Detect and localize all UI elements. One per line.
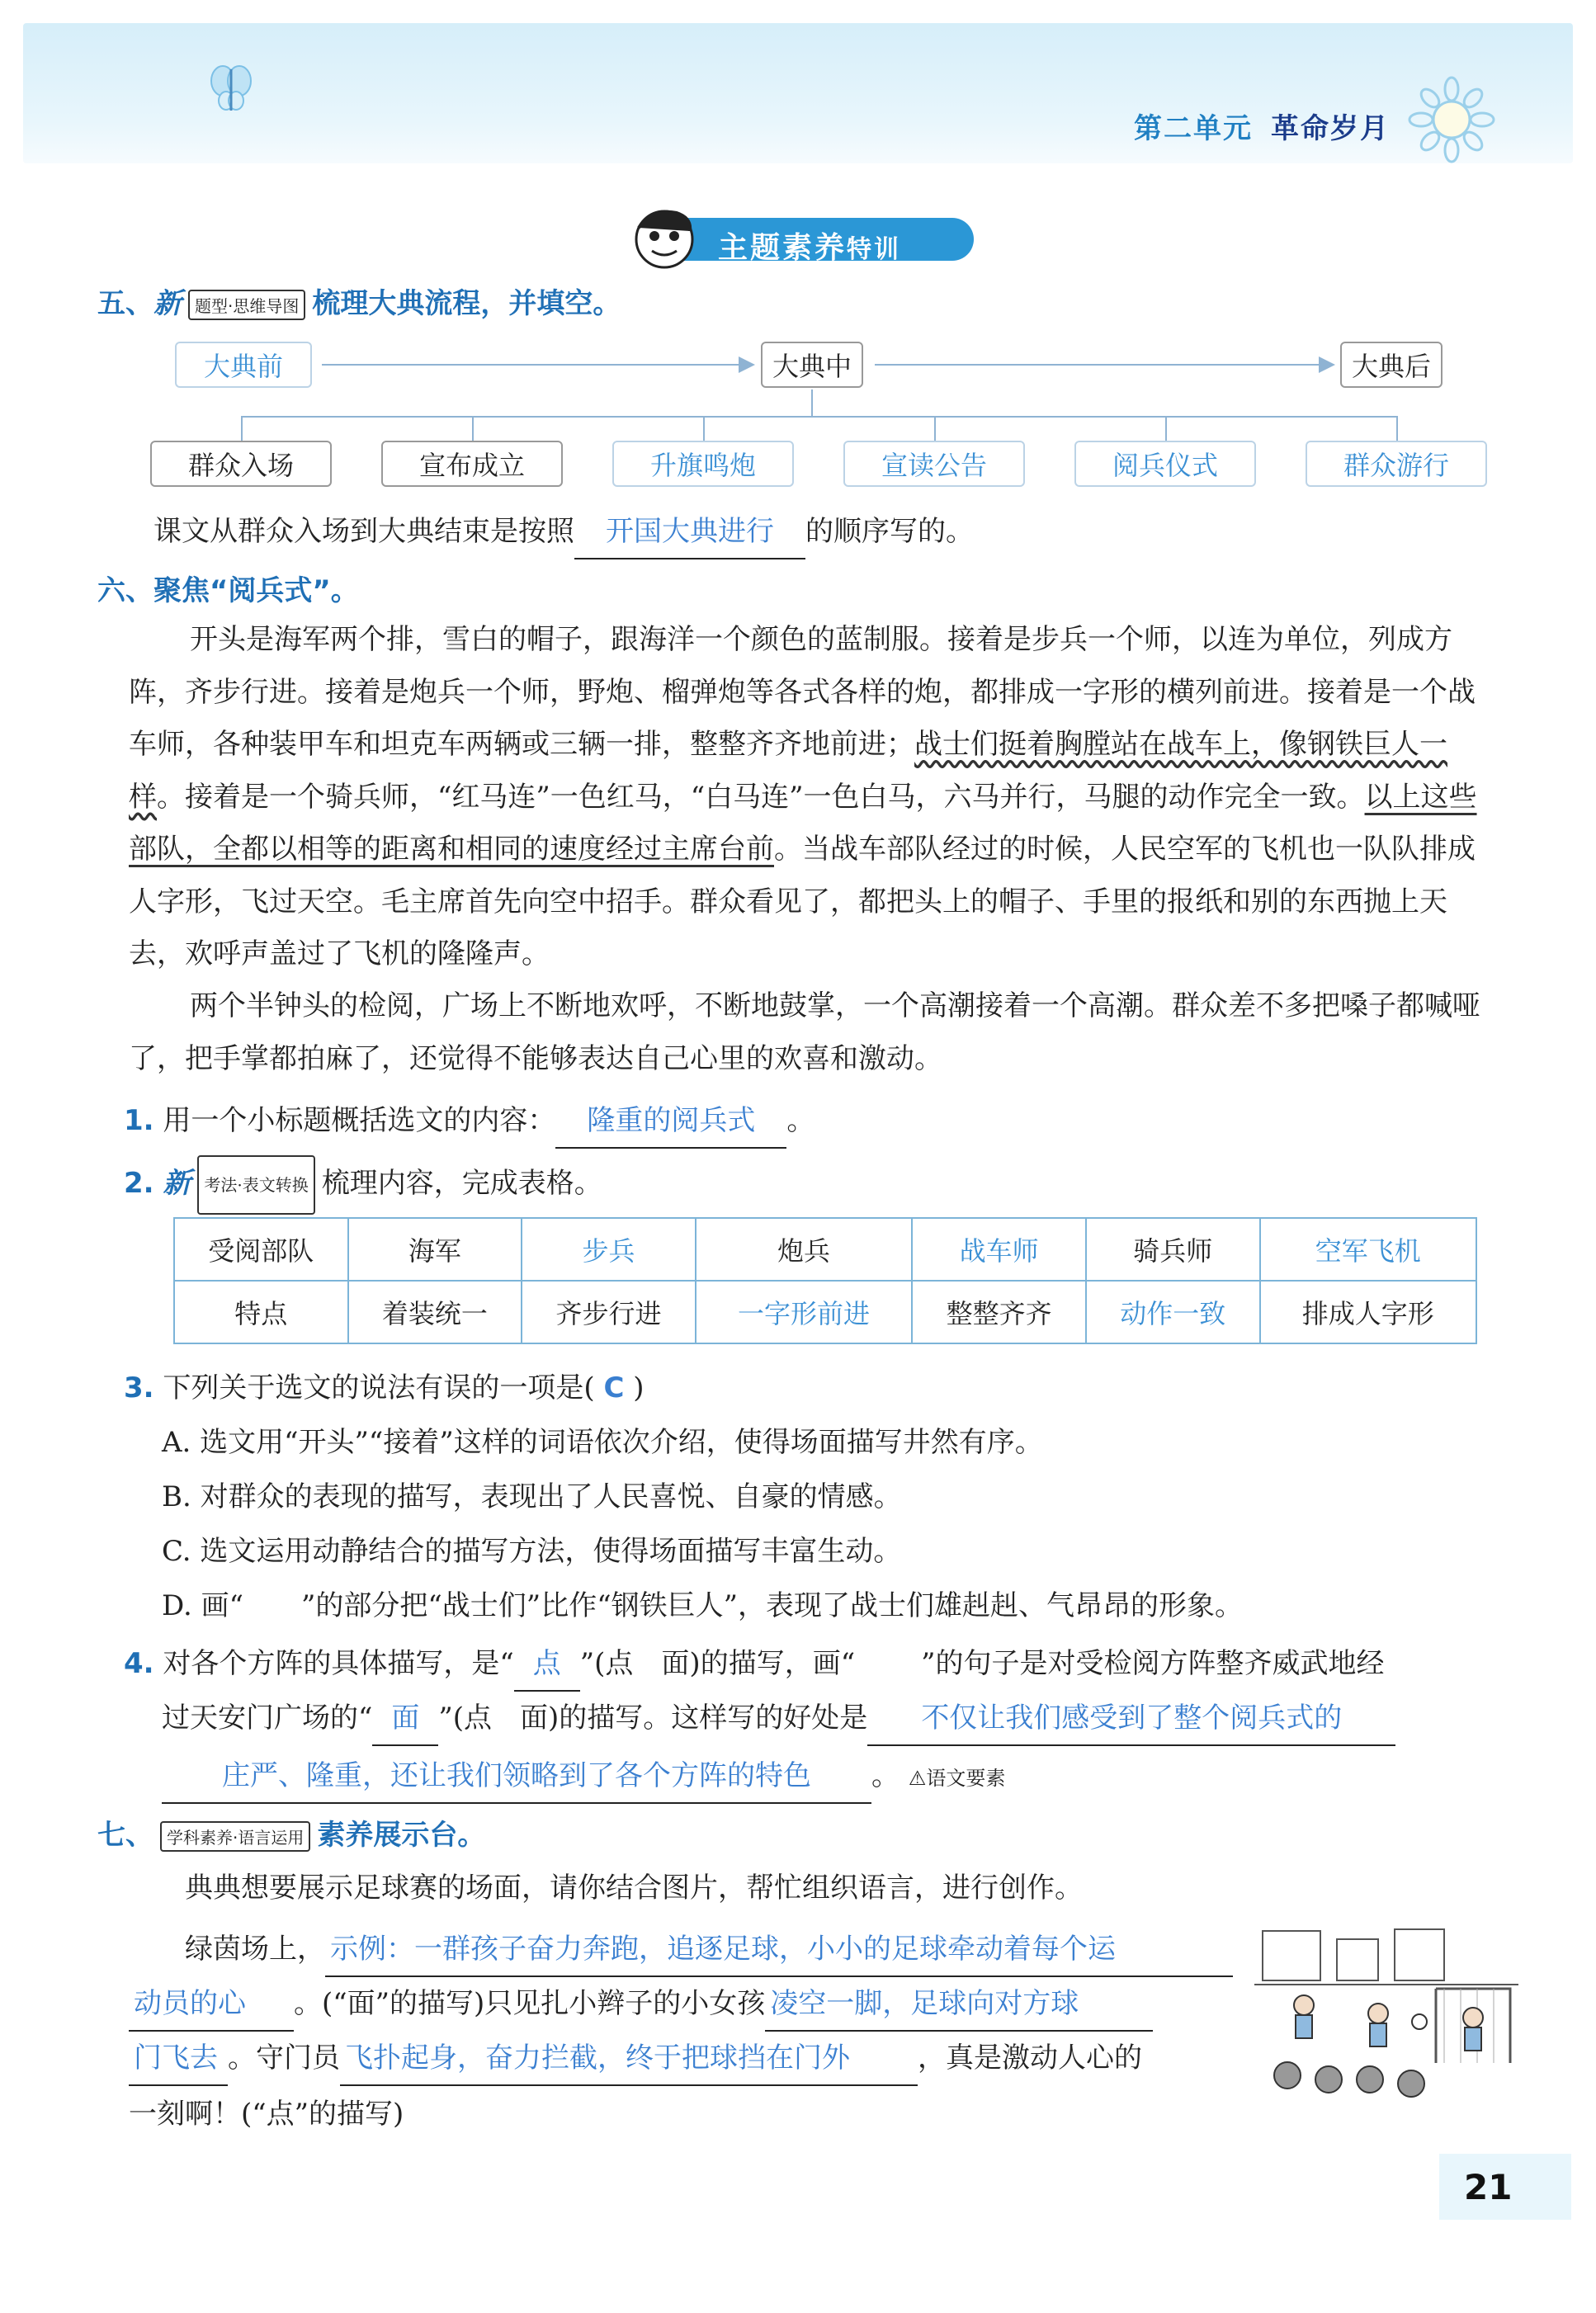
sec7-line-4: 一刻啊！(“点”的描写) xyxy=(129,2098,404,2131)
answer-blank: 面 xyxy=(372,1692,438,1746)
connector-line xyxy=(811,389,813,416)
banner-title: 主题素养特训 xyxy=(718,231,902,265)
step-node: 群众游行 xyxy=(1306,441,1487,487)
wavy-underlined-sentence: 战士们挺着胸膛站在战车上，像钢铁巨人一样 xyxy=(129,728,1447,814)
sec7-line-2: 动员的心 。(“面”的描写)只见扎小辫子的小女孩 凌空一脚，足球向对方球 xyxy=(129,1977,1259,2032)
arrow-head-icon xyxy=(739,356,755,373)
unit-label: 第二单元 xyxy=(1134,112,1253,145)
answer-blank: 不仅让我们感受到了整个阅兵式的 xyxy=(867,1692,1395,1746)
option-c: C. 选文运用动静结合的描写方法，使得场面描写丰富生动。 xyxy=(162,1535,902,1568)
sec5-sentence: 课文从群众入场到大典结束是按照 开国大典进行 的顺序写的。 xyxy=(153,505,1490,559)
stage-before: 大典前 xyxy=(175,342,312,388)
question-type-tag: 考法·表文转换 xyxy=(197,1155,314,1215)
table-cell: 战车师 xyxy=(912,1218,1086,1281)
review-table xyxy=(173,1217,1477,1344)
question-type-tag: 学科素养·语言运用 xyxy=(160,1821,310,1852)
question-3: 3. 下列关于选文的说法有误的一项是( C ) xyxy=(124,1371,645,1404)
connector-line xyxy=(241,416,243,441)
football-scene-illustration xyxy=(1254,1923,1518,2104)
connector-line xyxy=(1165,416,1167,441)
sunflower-icon xyxy=(1406,74,1497,165)
table-cell: 受阅部队 xyxy=(174,1218,348,1281)
step-node: 阅兵仪式 xyxy=(1074,441,1256,487)
option-b: B. 对群众的表现的描写，表现出了人民喜悦、自豪的情感。 xyxy=(162,1480,902,1513)
connector-line xyxy=(934,416,936,441)
option-d: D. 画“ ”的部分把“战士们”比作“钢铁巨人”，表现了战士们雄赳赳、气昂昂的形象。 xyxy=(162,1589,1243,1622)
section-7-title: 七、 学科素养·语言运用 素养展示台。 xyxy=(97,1819,486,1852)
butterfly-icon xyxy=(206,58,256,116)
step-node: 升旗鸣炮 xyxy=(612,441,794,487)
answer-blank: 隆重的阅兵式 xyxy=(555,1094,786,1149)
warning-icon: ⚠ xyxy=(908,1767,927,1790)
question-2: 2. 新 考法·表文转换 梳理内容，完成表格。 xyxy=(124,1155,1494,1215)
option-a: A. 选文用“开头”“接着”这样的词语依次介绍，使得场面描写井然有序。 xyxy=(162,1426,1043,1459)
table-cell: 炮兵 xyxy=(696,1218,912,1281)
stage-after: 大典后 xyxy=(1340,342,1443,388)
arrow-line xyxy=(875,364,1329,366)
mascot-icon xyxy=(627,206,701,272)
table-cell: 一字形前进 xyxy=(696,1281,912,1343)
answer-blank: 点 xyxy=(514,1637,580,1692)
step-node: 群众入场 xyxy=(150,441,332,487)
sec7-intro: 典典想要展示足球赛的场面，请你结合图片，帮忙组织语言，进行创作。 xyxy=(185,1872,1083,1905)
step-node: 宣读公告 xyxy=(843,441,1025,487)
table-cell: 海军 xyxy=(348,1218,522,1281)
table-cell: 特点 xyxy=(174,1281,348,1343)
table-cell: 骑兵师 xyxy=(1086,1218,1260,1281)
answer-blank: 示例：一群孩子奋力奔跑，追逐足球，小小的足球牵动着每个运 xyxy=(325,1923,1233,1977)
passage-paragraph-2: 两个半钟头的检阅，广场上不断地欢呼，不断地鼓掌，一个高潮接着一个高潮。群众差不多把嗓子都喊哑了，把手掌都拍麻了，还觉得不能够表达自己心里的欢喜和激动。 xyxy=(129,989,1480,1075)
unit-header xyxy=(1134,106,1390,146)
table-cell: 着装统一 xyxy=(348,1281,522,1343)
language-element-note: 语文要素 xyxy=(926,1767,1006,1790)
arrow-line xyxy=(322,364,751,366)
question-4-line-2: 过天安门广场的“ 面 ”(点 面)的描写。这样写的好处是 不仅让我们感受到了整个阅兵式的 xyxy=(162,1692,1499,1746)
answer-blank: 门飞去 xyxy=(129,2032,228,2086)
arrow-head-icon xyxy=(1319,356,1335,373)
table-cell: 排成人字形 xyxy=(1260,1281,1477,1343)
answer-blank: 动员的心 xyxy=(129,1977,294,2032)
connector-line xyxy=(1396,416,1398,441)
connector-line xyxy=(472,416,474,441)
question-type-tag: 题型·思维导图 xyxy=(188,290,305,320)
unit-title: 革命岁月 xyxy=(1271,112,1390,145)
answer-blank: 开国大典进行 xyxy=(574,505,805,559)
table-cell: 动作一致 xyxy=(1086,1281,1260,1343)
question-4-line-1: 4. 对各个方阵的具体描写，是“ 点 ”(点 面)的描写，画“ ”的句子是对受检阅方阵整齐威武地经 xyxy=(124,1637,1494,1692)
table-row xyxy=(174,1218,1476,1281)
stage-middle: 大典中 xyxy=(761,342,863,388)
sec7-line-1: 绿茵场上， 示例：一群孩子奋力奔跑，追逐足球，小小的足球牵动着每个运 xyxy=(185,1923,1258,1977)
table-cell: 步兵 xyxy=(522,1218,696,1281)
connector-line xyxy=(241,416,1396,418)
step-node: 宣布成立 xyxy=(381,441,563,487)
choice-answer: C xyxy=(603,1371,625,1404)
page-number: 21 xyxy=(1439,2154,1571,2220)
sec7-line-3: 门飞去 。守门员 飞扑起身，奋力拦截，终于把球挡在门外 ，真是激动人心的 xyxy=(129,2032,1259,2086)
section-6-title: 六、聚焦“阅兵式”。 xyxy=(97,574,359,607)
section-5-title: 五、新 题型·思维导图 梳理大典流程，并填空。 xyxy=(97,287,621,320)
question-4-line-3: 庄严、隆重，还让我们领略到了各个方阵的特色 。 ⚠语文要素 xyxy=(162,1749,1499,1805)
answer-blank: 庄严、隆重，还让我们领略到了各个方阵的特色 xyxy=(162,1749,871,1804)
table-cell: 整整齐齐 xyxy=(912,1281,1086,1343)
underlined-sentence: 以上这些部队，全都以相等的距离和相同的速度经过主席台前 xyxy=(129,780,1477,866)
question-1: 1. 用一个小标题概括选文的内容： 隆重的阅兵式 。 xyxy=(124,1094,1494,1149)
answer-blank: 飞扑起身，奋力拦截，终于把球挡在门外 xyxy=(340,2032,918,2086)
passage-paragraph-1: 开头是海军两个排，雪白的帽子，跟海洋一个颜色的蓝制服。接着是步兵一个师，以连为单位，列成方阵，齐步行进。接着是炮兵一个师，野炮、榴弹炮等各式各样的炮，都排成一字形的横列前进。接着是一个战车师，各种装甲车和坦克车两辆或三辆一排，整整齐齐地前进；战士们挺着胸膛站在战车上，像钢铁巨人一样。接着是一个骑兵师，“红马连”一色红马，“白马连”一色白马，六马并行，马腿的动作完全一致。以上这些部队，全都以相等的距离和相同的速度经过主席台前。当战车部队经过的时候，人民空军的飞机也一队队排成人字形，飞过天空。毛主席首先向空中招手。群众看见了，都把头上的帽子、手里的报纸和别的东西抛上天去，欢呼声盖过了飞机的隆隆声。 xyxy=(129,623,1477,970)
table-row xyxy=(174,1281,1476,1343)
section-banner xyxy=(611,206,974,272)
table-cell: 齐步行进 xyxy=(522,1281,696,1343)
table-cell: 空军飞机 xyxy=(1260,1218,1477,1281)
connector-line xyxy=(703,416,705,441)
answer-blank: 凌空一脚，足球向对方球 xyxy=(765,1977,1153,2032)
